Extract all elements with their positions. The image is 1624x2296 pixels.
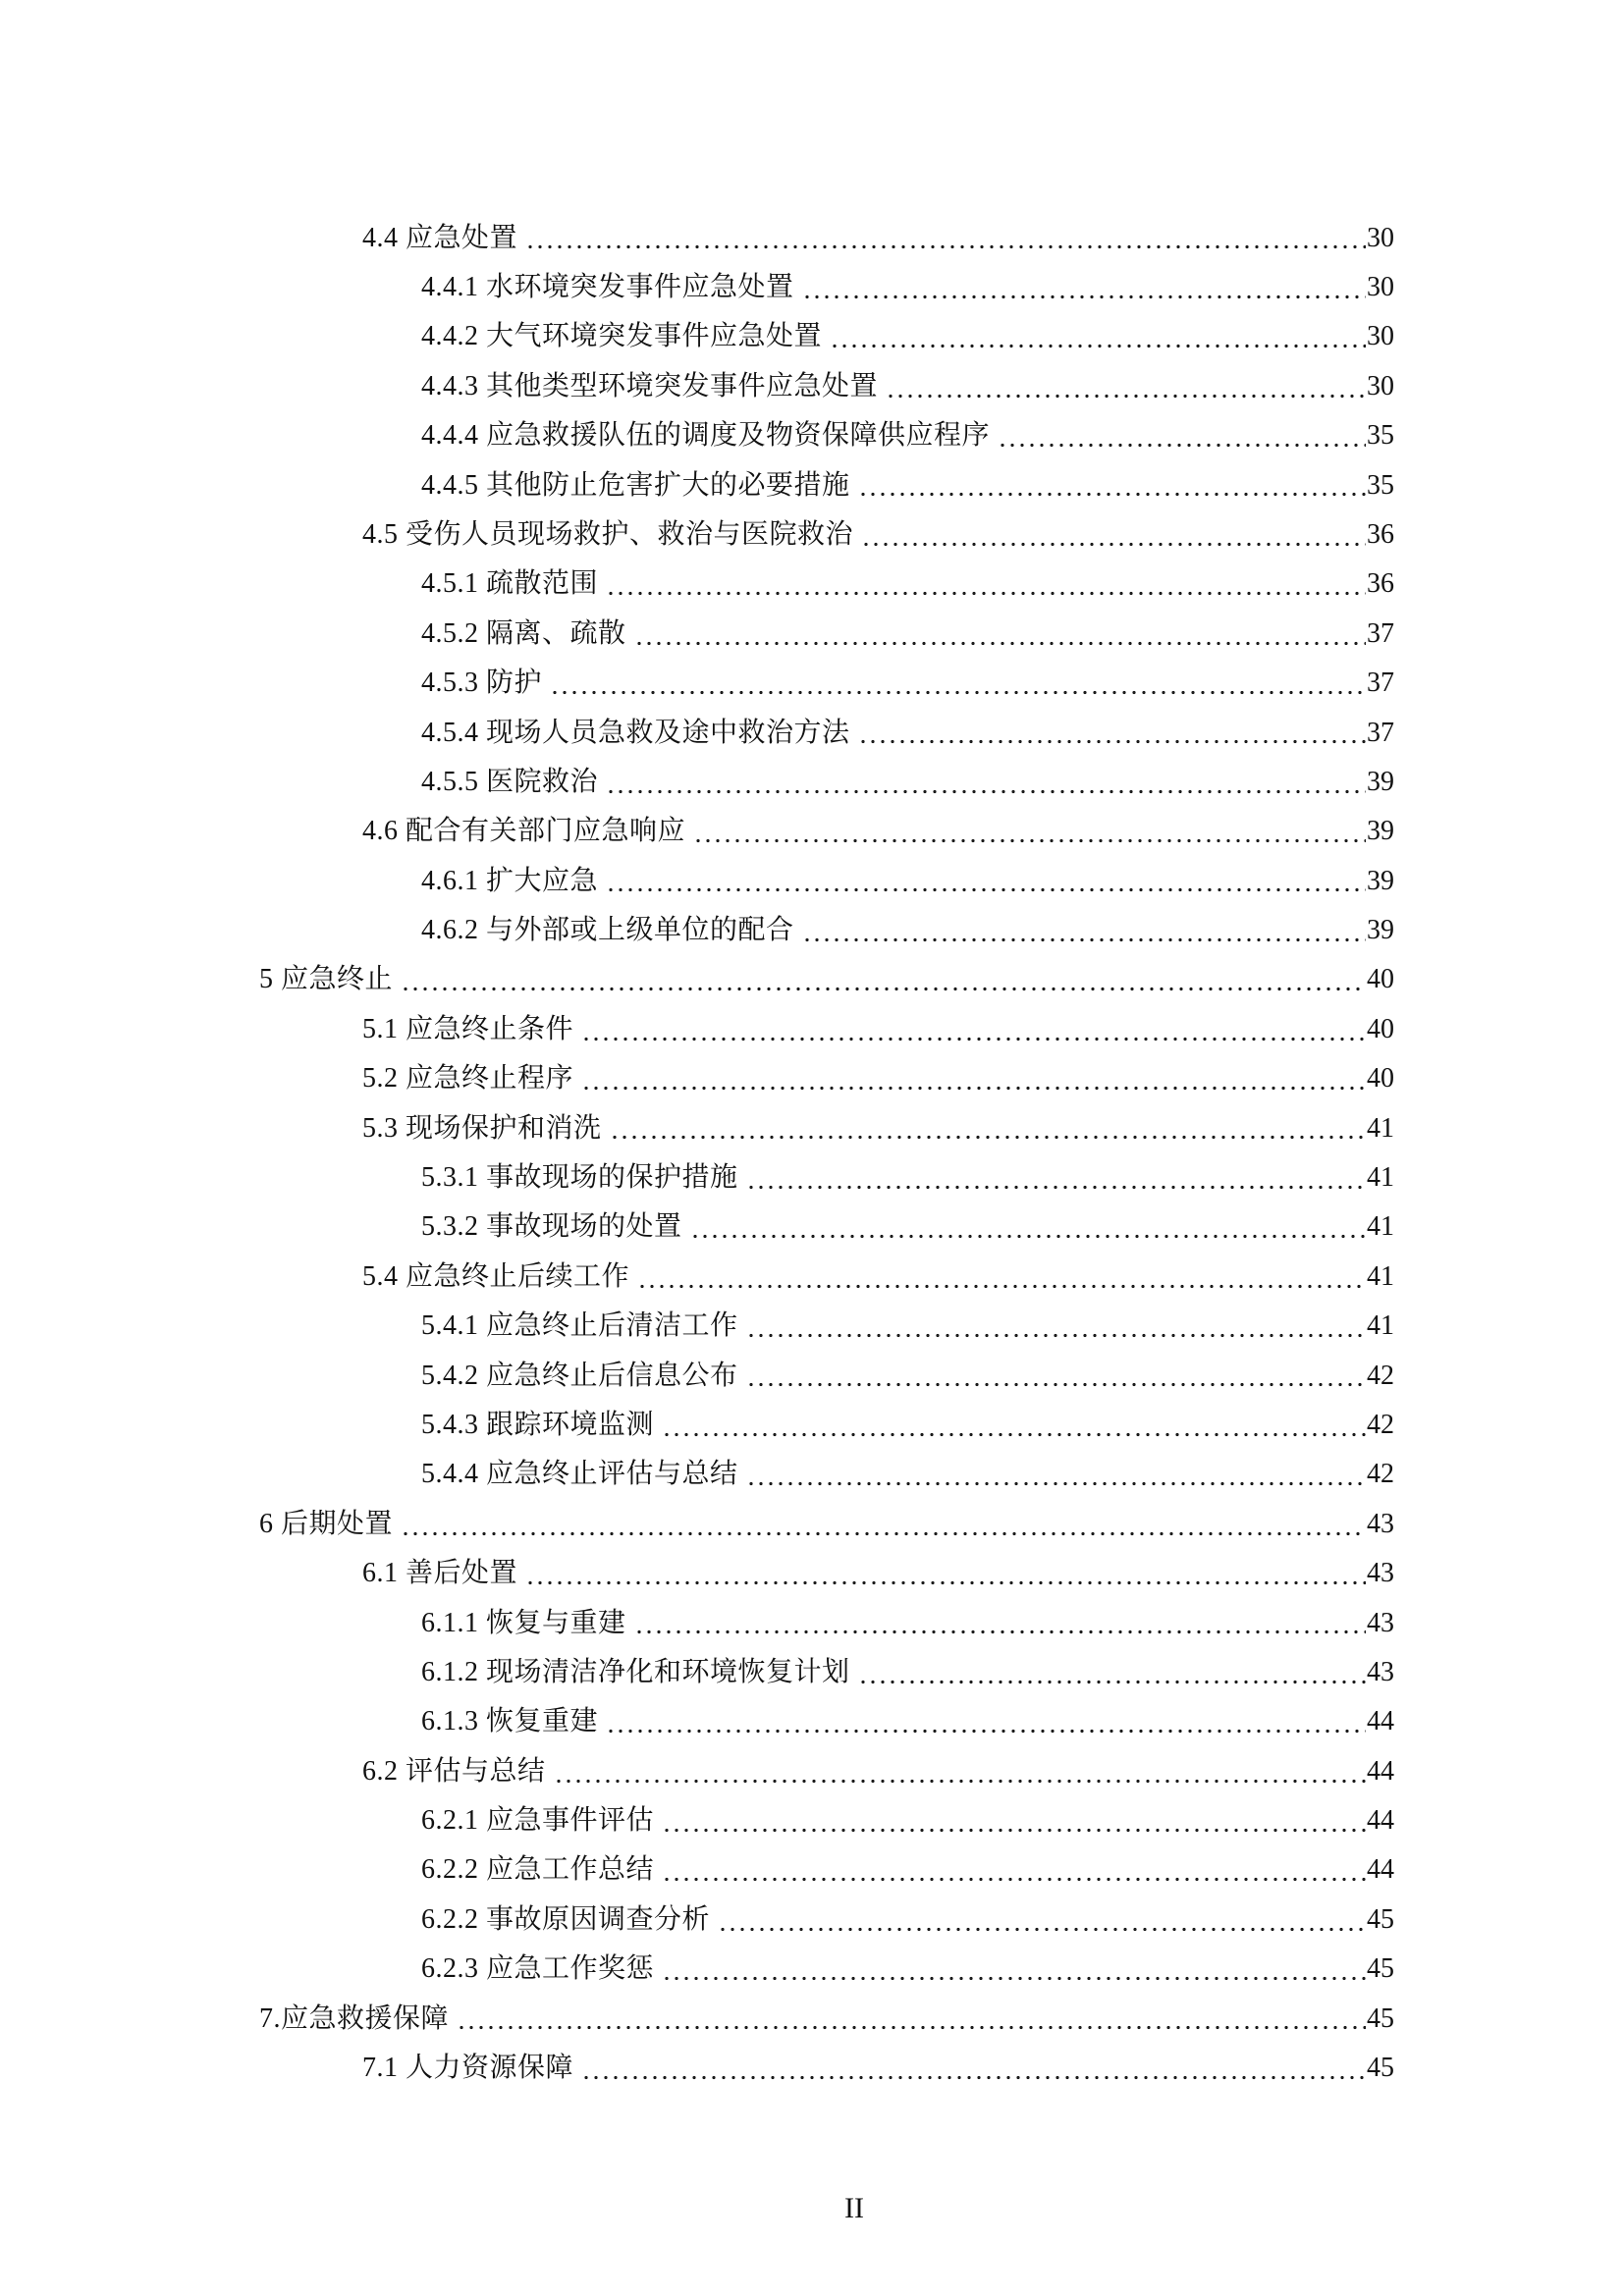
toc-entry-page-number: 44 — [1367, 1854, 1394, 1886]
toc-entry[interactable] — [247, 604, 1394, 653]
toc-entry-page-number: 42 — [1367, 1360, 1394, 1391]
toc-entry[interactable] — [247, 1247, 1394, 1296]
toc-entry[interactable] — [247, 356, 1394, 405]
toc-entry-label: 4.5.4 现场人员急救及途中救治方法 — [421, 717, 850, 748]
toc-entry-page-number: 43 — [1367, 1508, 1394, 1539]
toc-entry-page-number: 30 — [1367, 370, 1394, 401]
toc-entry[interactable] — [247, 2038, 1394, 2087]
toc-entry-page-number: 44 — [1367, 1755, 1394, 1787]
toc-leader-dots — [554, 1779, 1366, 1784]
toc-leader-dots — [746, 1185, 1366, 1190]
toc-entry-label: 4.6 配合有关部门应急响应 — [362, 816, 686, 847]
toc-leader-dots — [998, 443, 1366, 448]
toc-entry[interactable] — [247, 1692, 1394, 1741]
toc-entry-label: 5.3.1 事故现场的保护措施 — [421, 1162, 738, 1194]
toc-entry-page-number: 45 — [1367, 2053, 1394, 2084]
toc-entry[interactable] — [247, 851, 1394, 900]
toc-leader-dots — [525, 244, 1366, 249]
toc-entry-label: 6.1.1 恢复与重建 — [421, 1607, 626, 1638]
toc-entry-label: 4.4.4 应急救援队伍的调度及物资保障供应程序 — [421, 420, 991, 452]
toc-entry-label: 4.6.1 扩大应急 — [421, 865, 599, 896]
toc-leader-dots — [610, 1135, 1366, 1140]
toc-entry-page-number: 36 — [1367, 568, 1394, 600]
toc-entry[interactable] — [247, 1049, 1394, 1098]
toc-leader-dots — [690, 1234, 1366, 1239]
toc-entry[interactable] — [247, 1593, 1394, 1642]
toc-entry-page-number: 42 — [1367, 1459, 1394, 1490]
toc-entry[interactable] — [247, 703, 1394, 752]
toc-entry[interactable] — [247, 1445, 1394, 1494]
toc-leader-dots — [802, 937, 1366, 942]
toc-entry-label: 6.2.1 应急事件评估 — [421, 1805, 655, 1837]
toc-leader-dots — [606, 789, 1366, 794]
toc-entry[interactable] — [247, 654, 1394, 703]
toc-entry[interactable] — [247, 307, 1394, 356]
toc-entry[interactable] — [247, 1642, 1394, 1691]
toc-leader-dots — [581, 1037, 1366, 1041]
toc-leader-dots — [858, 492, 1366, 497]
toc-leader-dots — [401, 987, 1366, 991]
toc-entry-page-number: 30 — [1367, 271, 1394, 302]
toc-entry[interactable] — [247, 1890, 1394, 1939]
toc-entry-page-number: 43 — [1367, 1558, 1394, 1589]
toc-leader-dots — [861, 542, 1366, 547]
toc-entry-label: 4.4.5 其他防止危害扩大的必要措施 — [421, 469, 850, 501]
toc-entry-label: 6.1.2 现场清洁净化和环境恢复计划 — [421, 1656, 850, 1687]
toc-entry[interactable] — [247, 455, 1394, 505]
toc-entry-label: 4.4.1 水环境突发事件应急处置 — [421, 271, 794, 302]
toc-leader-dots — [581, 2075, 1366, 2080]
toc-leader-dots — [746, 1481, 1366, 1486]
toc-entry[interactable] — [247, 1791, 1394, 1841]
toc-entry[interactable] — [247, 555, 1394, 604]
toc-leader-dots — [830, 344, 1366, 348]
toc-entry-label: 5.4.3 跟踪环境监测 — [421, 1409, 655, 1440]
toc-entry-page-number: 45 — [1367, 1953, 1394, 1985]
toc-entry-page-number: 37 — [1367, 667, 1394, 699]
toc-entry[interactable] — [247, 1989, 1394, 2038]
toc-entry[interactable] — [247, 1395, 1394, 1444]
toc-leader-dots — [457, 2025, 1366, 2030]
toc-entry-page-number: 30 — [1367, 222, 1394, 253]
toc-leader-dots — [858, 739, 1366, 744]
toc-leader-dots — [634, 641, 1366, 646]
toc-entry-label: 4.5.1 疏散范围 — [421, 568, 599, 600]
toc-entry[interactable] — [247, 1346, 1394, 1395]
toc-entry-page-number: 36 — [1367, 518, 1394, 550]
toc-entry-label: 5 应急终止 — [259, 964, 394, 995]
toc-entry-page-number: 40 — [1367, 964, 1394, 995]
toc-entry-page-number: 43 — [1367, 1607, 1394, 1638]
toc-leader-dots — [662, 1828, 1366, 1833]
toc-entry-label: 4.5.5 医院救治 — [421, 766, 599, 797]
toc-entry-label: 5.2 应急终止程序 — [362, 1063, 574, 1095]
toc-entry-label: 4.4.2 大气环境突发事件应急处置 — [421, 321, 823, 352]
toc-leader-dots — [606, 887, 1366, 892]
toc-entry[interactable] — [247, 1544, 1394, 1593]
toc-leader-dots — [634, 1629, 1366, 1634]
toc-leader-dots — [718, 1927, 1366, 1932]
toc-entry-page-number: 45 — [1367, 1903, 1394, 1935]
toc-leader-dots — [886, 394, 1366, 399]
toc-entry-label: 4.4 应急处置 — [362, 222, 518, 253]
toc-entry-page-number: 39 — [1367, 816, 1394, 847]
toc-entry-label: 5.3 现场保护和消洗 — [362, 1112, 602, 1144]
toc-entry[interactable] — [247, 1297, 1394, 1346]
toc-leader-dots — [606, 591, 1366, 596]
toc-entry[interactable] — [247, 406, 1394, 455]
toc-leader-dots — [746, 1382, 1366, 1387]
toc-leader-dots — [693, 838, 1366, 843]
toc-entry-page-number: 40 — [1367, 1013, 1394, 1044]
toc-entry-label: 5.3.2 事故现场的处置 — [421, 1211, 682, 1243]
toc-entry-page-number: 41 — [1367, 1260, 1394, 1292]
toc-entry[interactable] — [247, 900, 1394, 949]
toc-entry-label: 7.应急救援保障 — [259, 2002, 450, 2034]
toc-entry-label: 5.4 应急终止后续工作 — [362, 1260, 630, 1292]
toc-entry-page-number: 41 — [1367, 1112, 1394, 1144]
toc-entry-label: 5.4.4 应急终止评估与总结 — [421, 1459, 738, 1490]
toc-entry-label: 6 后期处置 — [259, 1508, 394, 1539]
toc-entry-label: 6.2 评估与总结 — [362, 1755, 546, 1787]
toc-entry-page-number: 39 — [1367, 865, 1394, 896]
toc-entry-page-number: 39 — [1367, 766, 1394, 797]
toc-entry-page-number: 42 — [1367, 1409, 1394, 1440]
toc-entry[interactable] — [247, 1494, 1394, 1543]
toc-entry[interactable] — [247, 999, 1394, 1048]
footer-page-number: II — [844, 2192, 864, 2224]
toc-entry-label: 5.1 应急终止条件 — [362, 1013, 574, 1044]
toc-entry[interactable] — [247, 1841, 1394, 1890]
toc-leader-dots — [637, 1284, 1366, 1289]
toc-entry[interactable] — [247, 950, 1394, 999]
toc-entry-page-number: 39 — [1367, 915, 1394, 946]
toc-entry-label: 6.1.3 恢复重建 — [421, 1706, 599, 1737]
toc-leader-dots — [858, 1680, 1366, 1684]
table-of-contents — [247, 208, 1394, 2088]
toc-entry-page-number: 35 — [1367, 469, 1394, 501]
toc-entry-page-number: 30 — [1367, 321, 1394, 352]
toc-entry-page-number: 44 — [1367, 1706, 1394, 1737]
toc-entry[interactable] — [247, 1940, 1394, 1989]
toc-entry-label: 6.2.2 事故原因调查分析 — [421, 1903, 711, 1935]
toc-entry-page-number: 40 — [1367, 1063, 1394, 1095]
toc-entry[interactable] — [247, 1148, 1394, 1197]
toc-leader-dots — [662, 1877, 1366, 1882]
toc-entry-page-number: 41 — [1367, 1162, 1394, 1194]
toc-entry-label: 5.4.1 应急终止后清洁工作 — [421, 1310, 738, 1342]
toc-entry-label: 6.1 善后处置 — [362, 1558, 518, 1589]
toc-entry-label: 4.5 受伤人员现场救护、救治与医院救治 — [362, 518, 854, 550]
toc-entry[interactable] — [247, 257, 1394, 306]
toc-leader-dots — [606, 1729, 1366, 1734]
toc-leader-dots — [662, 1976, 1366, 1981]
toc-entry-page-number: 37 — [1367, 717, 1394, 748]
toc-entry-page-number: 44 — [1367, 1805, 1394, 1837]
toc-entry[interactable] — [247, 208, 1394, 257]
toc-entry-page-number: 45 — [1367, 2002, 1394, 2034]
toc-leader-dots — [802, 294, 1366, 299]
toc-entry-label: 4.5.2 隔离、疏散 — [421, 617, 626, 649]
toc-entry[interactable] — [247, 1741, 1394, 1790]
toc-entry[interactable] — [247, 1098, 1394, 1148]
toc-entry-label: 4.4.3 其他类型环境突发事件应急处置 — [421, 370, 879, 401]
toc-entry[interactable] — [247, 1198, 1394, 1247]
toc-entry-page-number: 41 — [1367, 1310, 1394, 1342]
toc-entry-label: 6.2.3 应急工作奖惩 — [421, 1953, 655, 1985]
toc-leader-dots — [746, 1333, 1366, 1338]
toc-entry-label: 4.5.3 防护 — [421, 667, 543, 699]
toc-entry-page-number: 37 — [1367, 617, 1394, 649]
toc-entry-label: 5.4.2 应急终止后信息公布 — [421, 1360, 738, 1391]
toc-entry-label: 4.6.2 与外部或上级单位的配合 — [421, 915, 794, 946]
toc-entry-page-number: 43 — [1367, 1656, 1394, 1687]
page-footer — [0, 2192, 1624, 2225]
toc-entry-page-number: 35 — [1367, 420, 1394, 452]
toc-entry[interactable] — [247, 752, 1394, 801]
toc-entry-label: 7.1 人力资源保障 — [362, 2053, 574, 2084]
toc-entry-label: 6.2.2 应急工作总结 — [421, 1854, 655, 1886]
toc-entry[interactable] — [247, 505, 1394, 554]
toc-leader-dots — [525, 1580, 1366, 1585]
toc-entry-page-number: 41 — [1367, 1211, 1394, 1243]
toc-leader-dots — [401, 1531, 1366, 1536]
toc-leader-dots — [550, 690, 1366, 695]
toc-entry[interactable] — [247, 802, 1394, 851]
toc-leader-dots — [662, 1432, 1366, 1437]
toc-leader-dots — [581, 1086, 1366, 1091]
